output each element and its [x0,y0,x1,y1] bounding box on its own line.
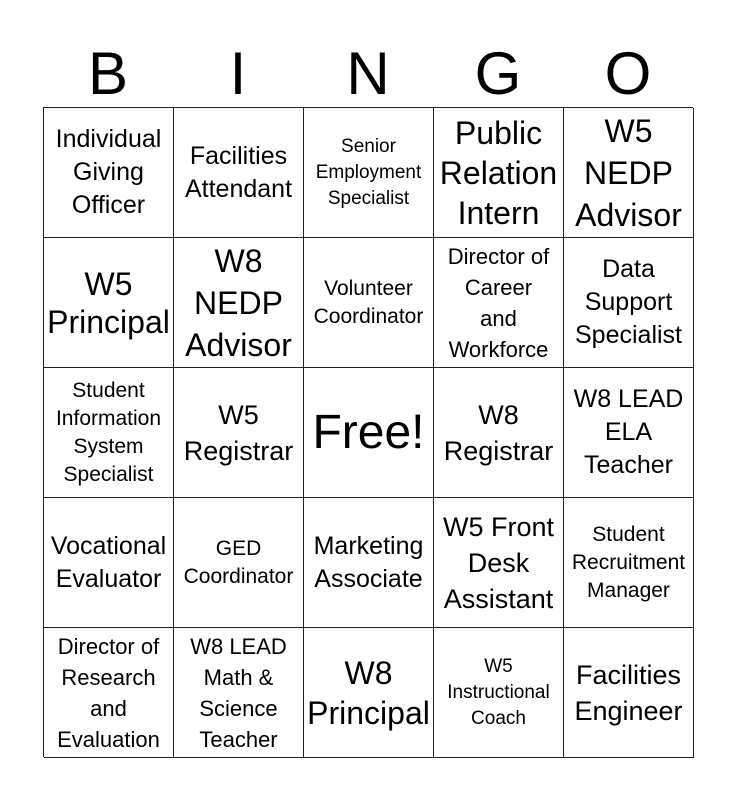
bingo-card [43,107,693,757]
bingo-cell[interactable] [44,238,174,368]
bingo-cell[interactable] [44,628,174,758]
bingo-cell[interactable] [44,108,174,238]
cell-label: W8 Registrar [443,399,554,466]
header-letter-i: I [229,40,247,107]
cell-label: Student Recruitment Manager [571,522,686,602]
cell-label: W8 LEAD Math & Science Teacher [190,633,287,752]
cell-label: W5 NEDP Advisor [575,112,682,233]
bingo-cell[interactable] [44,368,174,498]
bingo-header [43,42,693,106]
cell-label: Vocational Evaluator [50,531,167,593]
cell-label: Facilities Engineer [574,659,683,726]
bingo-cell[interactable] [174,368,304,498]
bingo-cell[interactable] [304,238,434,368]
cell-label: Facilities Attendant [184,141,293,203]
bingo-cell[interactable] [174,498,304,628]
cell-label: Student Information System Specialist [55,378,162,486]
free-space[interactable] [304,368,434,498]
bingo-cell[interactable] [44,498,174,628]
bingo-cell[interactable] [304,628,434,758]
cell-label: W5 Front Desk Assistant [442,511,555,614]
cell-label: Director of Research and Evaluation [57,633,160,752]
bingo-cell[interactable] [304,108,434,238]
bingo-cell[interactable] [174,238,304,368]
header-letter-o: O [604,40,652,107]
bingo-cell[interactable] [564,238,694,368]
bingo-cell[interactable] [564,498,694,628]
bingo-cell[interactable] [434,238,564,368]
cell-label: Volunteer Coordinator [313,276,424,328]
cell-label: Senior Employment Specialist [315,135,422,209]
cell-label: W5 Principal [47,265,170,340]
cell-label: GED Coordinator [183,536,294,588]
cell-label: W8 Principal [307,654,430,731]
header-letter-b: B [87,40,129,107]
cell-label: Director of Career and Workforce [447,243,550,362]
header-letter-n: N [346,40,390,107]
free-space-label: Free! [312,405,425,459]
header-letter-g: G [474,40,522,107]
cell-label: W8 NEDP Advisor [185,242,292,363]
cell-label: Individual Giving Officer [55,125,162,219]
bingo-cell[interactable] [564,368,694,498]
bingo-cell[interactable] [434,108,564,238]
cell-label: W5 Registrar [183,399,294,466]
bingo-cell[interactable] [564,628,694,758]
cell-label: Public Relation Intern [439,114,558,231]
bingo-cell[interactable] [174,628,304,758]
bingo-cell[interactable] [174,108,304,238]
cell-label: W5 Instructional Coach [447,655,550,729]
bingo-cell[interactable] [434,368,564,498]
bingo-cell[interactable] [304,498,434,628]
cell-label: Data Support Specialist [575,255,682,349]
bingo-cell[interactable] [564,108,694,238]
bingo-cell[interactable] [434,498,564,628]
bingo-cell[interactable] [434,628,564,758]
cell-label: W8 LEAD ELA Teacher [573,385,684,479]
cell-label: Marketing Associate [313,531,424,593]
